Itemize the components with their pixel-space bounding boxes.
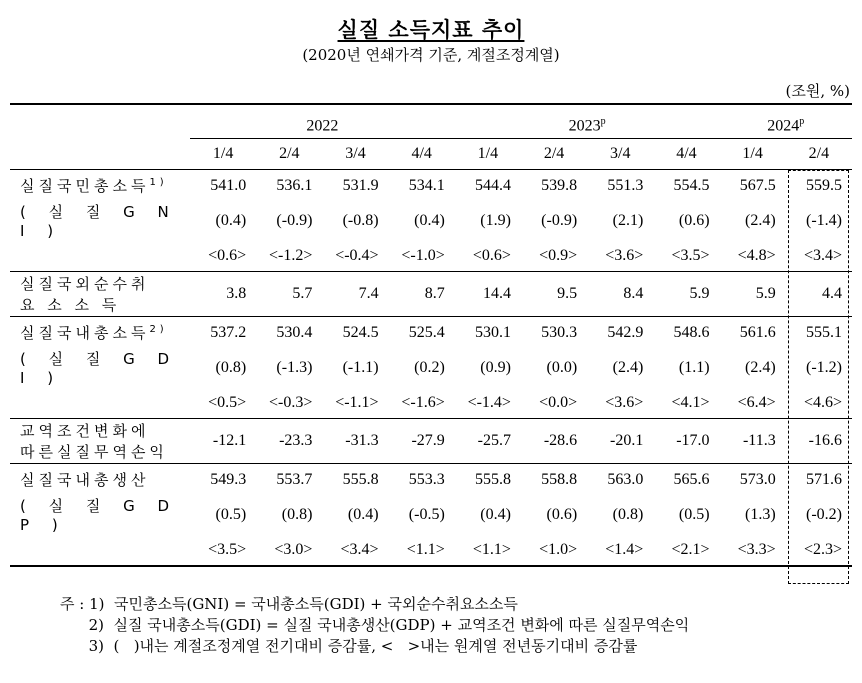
value-cell: <4.6> bbox=[803, 393, 842, 411]
value-cell: <3.0> bbox=[274, 540, 313, 558]
value-cell: 565.6 bbox=[653, 464, 719, 496]
row-label-text: 실질국외순수취 bbox=[20, 275, 150, 293]
quarter-header: 1/4 bbox=[212, 145, 234, 162]
value-cell: (1.3) bbox=[745, 505, 776, 523]
row-label bbox=[10, 464, 190, 496]
value-cell: (-0.9) bbox=[276, 211, 313, 229]
value-cell: <0.6> bbox=[208, 246, 247, 264]
row-label bbox=[10, 170, 190, 202]
value-cell: <-1.1> bbox=[335, 393, 379, 411]
quarter-header: 1/4 bbox=[742, 145, 763, 162]
quarter-header: 1/4 bbox=[477, 145, 499, 162]
page-subtitle: (2020년 연쇄가격 기준, 계절조정계열) bbox=[302, 46, 560, 64]
value-cell: <0.5> bbox=[208, 393, 247, 411]
value-cell: <3.4> bbox=[340, 540, 379, 558]
row-label-text: 실질국내총소득 bbox=[20, 324, 150, 342]
value-cell: <4.1> bbox=[671, 393, 710, 411]
value-cell: 553.3 bbox=[389, 464, 455, 496]
value-cell: <0.6> bbox=[472, 246, 511, 264]
value-cell: <0.0> bbox=[539, 393, 578, 411]
value-cell: (0.8) bbox=[612, 505, 644, 523]
nfi-row bbox=[10, 272, 852, 317]
row-label bbox=[10, 240, 190, 272]
value-cell: <3.6> bbox=[605, 246, 644, 264]
value-cell: 530.1 bbox=[455, 317, 521, 349]
value-cell: (0.5) bbox=[215, 505, 247, 523]
row-label bbox=[10, 348, 190, 387]
gdp-qoq-row bbox=[10, 495, 852, 534]
value-cell: <1.1> bbox=[406, 540, 445, 558]
quarter-header: 2/4 bbox=[279, 145, 300, 162]
row-label-text: ( 실 질 G D P ) bbox=[20, 497, 179, 534]
row-label bbox=[10, 419, 190, 464]
value-cell: 541.0 bbox=[190, 170, 256, 202]
gdp-yoy-row bbox=[10, 534, 852, 566]
row-label bbox=[10, 201, 190, 240]
value-cell: (2.4) bbox=[745, 358, 776, 376]
row-label-text: ( 실 질 G D I ) bbox=[20, 350, 179, 387]
row-label bbox=[10, 272, 190, 317]
value-cell: -17.0 bbox=[653, 419, 719, 464]
value-cell: 542.9 bbox=[587, 317, 653, 349]
value-cell: (-1.2) bbox=[806, 358, 842, 376]
row-label-text: 실질국내총생산 bbox=[20, 471, 150, 489]
value-cell: -16.6 bbox=[786, 419, 852, 464]
value-cell: (0.0) bbox=[546, 358, 578, 376]
value-cell: 571.6 bbox=[786, 464, 852, 496]
value-cell: (0.8) bbox=[215, 358, 247, 376]
value-cell: <1.4> bbox=[605, 540, 644, 558]
value-cell: (-1.4) bbox=[806, 211, 842, 229]
value-cell: <-1.0> bbox=[401, 246, 445, 264]
value-cell: (2.4) bbox=[745, 211, 776, 229]
value-cell: 8.7 bbox=[389, 272, 455, 317]
latest-quarter-highlight-box bbox=[788, 170, 849, 584]
footnote: 2) 실질 국내총소득(GDI) = 실질 국내총생산(GDP) + 교역조건 변화에 따른 실질무역손익 bbox=[60, 616, 690, 634]
value-cell: 5.9 bbox=[653, 272, 719, 317]
gdp-row bbox=[10, 464, 852, 496]
page-title: 실질 소득지표 추이 bbox=[337, 17, 525, 42]
value-cell: <2.3> bbox=[803, 540, 842, 558]
value-cell: <4.8> bbox=[737, 246, 776, 264]
value-cell: 537.2 bbox=[190, 317, 256, 349]
value-cell: (-0.8) bbox=[342, 211, 379, 229]
value-cell: 548.6 bbox=[653, 317, 719, 349]
value-cell: 551.3 bbox=[587, 170, 653, 202]
quarter-header: 3/4 bbox=[610, 145, 631, 162]
year-header: 2022 bbox=[190, 104, 455, 139]
gni-yoy-row bbox=[10, 240, 852, 272]
value-cell: 531.9 bbox=[322, 170, 388, 202]
value-cell: -11.3 bbox=[720, 419, 786, 464]
value-cell: 561.6 bbox=[720, 317, 786, 349]
footnote: 3) ( )내는 계절조정계열 전기대비 증감률, < >내는 원계열 전년동기대비 증감률 bbox=[60, 637, 638, 655]
value-cell: (2.4) bbox=[612, 358, 644, 376]
value-cell: <-1.6> bbox=[401, 393, 445, 411]
value-cell: (0.4) bbox=[414, 211, 445, 229]
income-indicator-table bbox=[10, 103, 852, 567]
value-cell: -23.3 bbox=[256, 419, 322, 464]
value-cell: <-0.3> bbox=[269, 393, 313, 411]
value-cell: 9.5 bbox=[521, 272, 587, 317]
value-cell: -28.6 bbox=[521, 419, 587, 464]
row-label-text: ( 실 질 G N I ) bbox=[20, 203, 178, 240]
row-header-blank bbox=[10, 104, 190, 139]
value-cell: (1.1) bbox=[678, 358, 710, 376]
value-cell: 559.5 bbox=[786, 170, 852, 202]
value-cell: 3.8 bbox=[190, 272, 256, 317]
value-cell: <-1.4> bbox=[467, 393, 511, 411]
value-cell: 555.8 bbox=[455, 464, 521, 496]
value-cell: 8.4 bbox=[587, 272, 653, 317]
value-cell: (2.1) bbox=[612, 211, 644, 229]
value-cell: 5.7 bbox=[256, 272, 322, 317]
value-cell: 536.1 bbox=[256, 170, 322, 202]
value-cell: 530.4 bbox=[256, 317, 322, 349]
value-cell: (-0.5) bbox=[408, 505, 445, 523]
gdi-row bbox=[10, 317, 852, 349]
value-cell: 544.4 bbox=[455, 170, 521, 202]
value-cell: 558.8 bbox=[521, 464, 587, 496]
value-cell: <2.1> bbox=[671, 540, 710, 558]
footnote: 주 : 1) 국민총소득(GNI) = 국내총소득(GDI) + 국외순수취요소소득 bbox=[60, 595, 518, 613]
footnotes bbox=[60, 594, 689, 657]
value-cell: (0.6) bbox=[546, 505, 578, 523]
value-cell: (-1.1) bbox=[342, 358, 379, 376]
value-cell: 549.3 bbox=[190, 464, 256, 496]
value-cell: 530.3 bbox=[521, 317, 587, 349]
value-cell: (-1.3) bbox=[276, 358, 313, 376]
value-cell: <3.5> bbox=[208, 540, 247, 558]
row-header-blank bbox=[10, 139, 190, 170]
value-cell: <3.6> bbox=[605, 393, 644, 411]
quarter-header: 4/4 bbox=[676, 145, 697, 162]
year-header: 2023$^p$ bbox=[455, 104, 720, 139]
value-cell: (0.4) bbox=[480, 505, 511, 523]
value-cell: 534.1 bbox=[389, 170, 455, 202]
quarter-header: 3/4 bbox=[345, 145, 366, 162]
value-cell: 14.4 bbox=[455, 272, 521, 317]
value-cell: 555.8 bbox=[322, 464, 388, 496]
value-cell: 4.4 bbox=[786, 272, 852, 317]
value-cell: (0.4) bbox=[215, 211, 247, 229]
value-cell: <1.0> bbox=[539, 540, 578, 558]
value-cell: (0.8) bbox=[281, 505, 313, 523]
quarter-header: 2/4 bbox=[543, 145, 565, 162]
gni-row bbox=[10, 170, 852, 202]
value-cell: 539.8 bbox=[521, 170, 587, 202]
year-header: 2024$^p$ bbox=[720, 104, 852, 139]
value-cell: (1.9) bbox=[480, 211, 511, 229]
footnote-marker: 2) bbox=[149, 324, 168, 335]
row-label-text: 실질국민총소득 bbox=[20, 177, 150, 195]
value-cell: -20.1 bbox=[587, 419, 653, 464]
value-cell: 5.9 bbox=[720, 272, 786, 317]
value-cell: -31.3 bbox=[322, 419, 388, 464]
quarter-header: 4/4 bbox=[411, 145, 432, 162]
value-cell: 524.5 bbox=[322, 317, 388, 349]
gdi-yoy-row bbox=[10, 387, 852, 419]
value-cell: <-1.2> bbox=[269, 246, 313, 264]
value-cell: 553.7 bbox=[256, 464, 322, 496]
value-cell: 554.5 bbox=[653, 170, 719, 202]
row-label bbox=[10, 387, 190, 419]
unit-label: (조원, %) bbox=[785, 82, 850, 100]
value-cell: 573.0 bbox=[720, 464, 786, 496]
row-label-text: 교역조건변화에 bbox=[20, 422, 150, 440]
value-cell: (-0.9) bbox=[541, 211, 578, 229]
value-cell: (0.4) bbox=[347, 505, 379, 523]
row-label bbox=[10, 534, 190, 566]
value-cell: 555.1 bbox=[786, 317, 852, 349]
row-label-text: 따른실질무역손익 bbox=[20, 443, 168, 461]
row-label-text: 요 소 소 득 bbox=[20, 296, 121, 314]
value-cell: (0.2) bbox=[414, 358, 445, 376]
value-cell: <-0.4> bbox=[335, 246, 379, 264]
value-cell: 567.5 bbox=[720, 170, 786, 202]
value-cell: 7.4 bbox=[322, 272, 388, 317]
value-cell: <6.4> bbox=[737, 393, 776, 411]
value-cell: <3.3> bbox=[737, 540, 776, 558]
value-cell: 563.0 bbox=[587, 464, 653, 496]
value-cell: 525.4 bbox=[389, 317, 455, 349]
value-cell: <3.5> bbox=[671, 246, 710, 264]
value-cell: -12.1 bbox=[190, 419, 256, 464]
tot-row bbox=[10, 419, 852, 464]
value-cell: -27.9 bbox=[389, 419, 455, 464]
gdi-qoq-row bbox=[10, 348, 852, 387]
value-cell: <0.9> bbox=[539, 246, 578, 264]
value-cell: (0.6) bbox=[678, 211, 710, 229]
value-cell: <1.1> bbox=[472, 540, 511, 558]
value-cell: <3.4> bbox=[803, 246, 842, 264]
row-label bbox=[10, 317, 190, 349]
value-cell: -25.7 bbox=[455, 419, 521, 464]
gni-qoq-row bbox=[10, 201, 852, 240]
footnote-marker: 1) bbox=[149, 177, 168, 188]
quarter-header: 2/4 bbox=[808, 145, 830, 162]
value-cell: (0.9) bbox=[480, 358, 511, 376]
row-label bbox=[10, 495, 190, 534]
value-cell: (0.5) bbox=[678, 505, 710, 523]
value-cell: (-0.2) bbox=[806, 505, 842, 523]
